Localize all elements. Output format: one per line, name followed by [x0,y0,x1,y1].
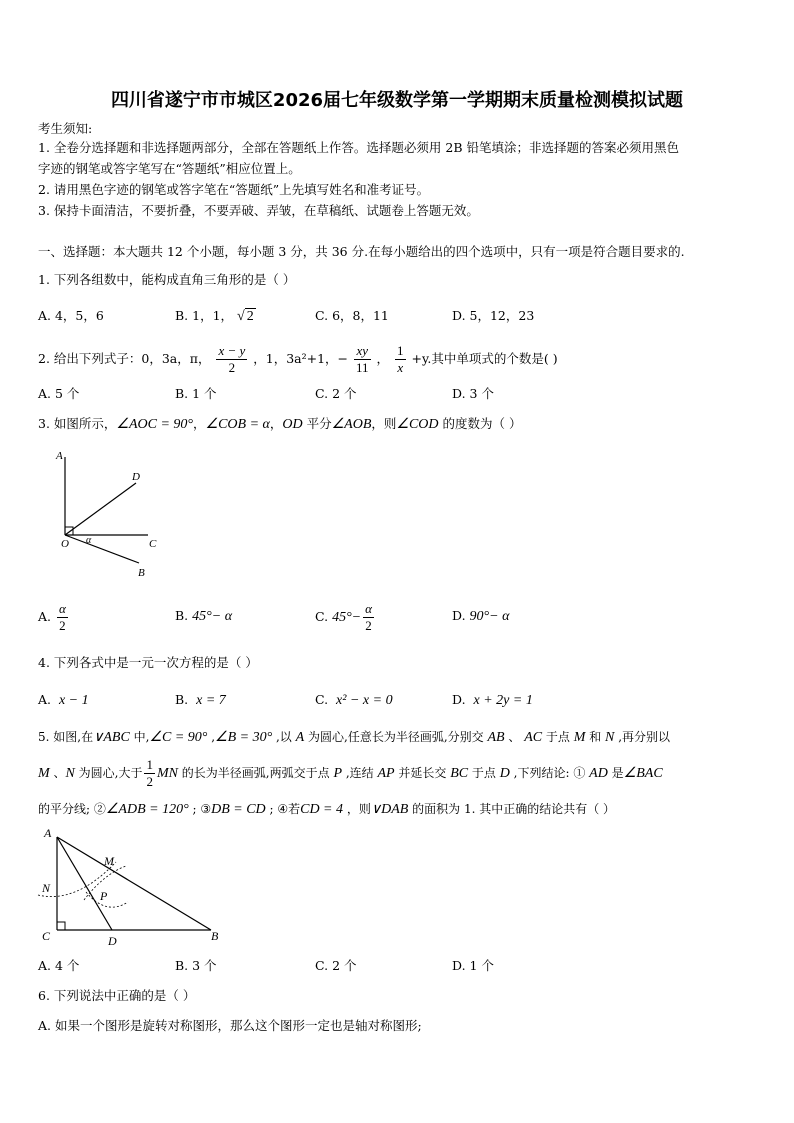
q5-l2-b: 为圆心,大于 [74,766,143,780]
q5-l2-d: ,连结 [342,766,378,780]
q5-l2-m7: D [499,766,510,781]
q2-fraction-2-num: xy [354,343,371,360]
q6-option-a: A. 如果一个图形是旋转对称图形，那么这个图形一定也是轴对称图形; [38,1018,422,1033]
q5-l3-m3: CD = 4 [300,802,344,817]
q2-fraction-3-num: 1 [397,343,404,358]
q3-text-1: 3. 如图所示， [38,416,117,431]
q5-l1-f: 、 [504,730,525,744]
notice-line-1: 1. 全卷分选择题和非选择题两部分，全部在答题纸上作答。选择题必须用 2B 铅笔填涂；非选择题的答案必须用黑色 [38,140,679,155]
q3-option-c [315,598,376,637]
notice-heading: 考生须知: [38,121,93,136]
q3-option-b-label: B. [175,608,189,623]
page-title: 四川省遂宁市市城区2026届七年级数学第一学期期末质量检测模拟试题 [110,90,684,111]
q5-l3-m1: ∠ADB = 120° [105,802,189,817]
q2-fraction-1-den: 2 [228,360,236,375]
q3-option-a-den: 2 [59,618,66,633]
q3-option-c-num: α [365,601,372,616]
q5-l1-m5: AB [487,730,505,745]
q3-option-b-math: 45°− α [192,609,233,624]
q2-option-a: A. 5 个 [38,386,80,401]
label-b: B [211,929,219,943]
q2-stem [38,340,558,378]
section-heading: 一、选择题：本大题共 12 个小题，每小题 3 分，共 36 分.在每小题给出的四个选项中，只有一项是符合题目要求的. [38,244,685,259]
q2-fraction-1-num: x − y [218,343,246,358]
q5-l2-m3: MN [156,766,178,781]
q2-option-b: B. 1 个 [175,386,217,401]
q3-option-a-num: α [59,601,66,616]
q5-l2-m5: AP [377,766,395,781]
q2-fraction-3-den: x [397,360,404,375]
q1-option-c: C. 6，8，11 [315,308,389,323]
q5-l2-e: 并延长交 [394,766,451,780]
q5-option-a: A. 4 个 [38,958,80,973]
q5-l1-m7: M [573,730,586,745]
q5-l2-m6: BC [450,766,469,781]
q5-l2-c: 的长为半径画弧,两弧交于点 [177,766,334,780]
q5-half-fraction [144,757,155,790]
sqrt-radicand: 2 [246,309,254,324]
q2-text-2: ，1，3a²+1，− [253,351,349,366]
q3-angle-figure [48,445,173,585]
q5-l1-b: 中, [129,730,150,744]
q5-l1-e: 为圆心,任意长为半径画弧,分别交 [304,730,488,744]
q5-option-b: B. 3 个 [175,958,217,973]
ray-ob [65,535,139,563]
label-d: D [132,471,140,483]
q3-text-2: ， [193,416,206,431]
q5-option-d: D. 1 个 [452,958,494,973]
q4-option-a [38,692,89,709]
label-d: D [108,934,117,948]
q4-stem: 4. 下列各式中是一元一次方程的是（ ） [38,655,258,670]
q2-fraction-2-den: 11 [356,360,369,375]
bisector-ad [57,837,112,930]
q5-l2-g: ,下列结论: ① [509,766,590,780]
q5-l2-m1: M [38,766,50,781]
q3-option-c-fraction [363,601,374,634]
q5-l2-a: 、 [49,766,66,780]
ray-od [65,483,136,535]
side-ab [57,837,211,930]
label-m: M [104,854,114,868]
q2-fraction-3 [395,343,406,376]
q5-triangle-figure [36,822,231,950]
q5-l2-m9: ∠BAC [623,766,663,781]
q6-stem: 6. 下列说法中正确的是（ ） [38,988,196,1003]
q4-option-d-math: x + 2y = 1 [473,693,533,708]
q5-stem-line-3 [38,801,615,818]
q5-l3-m4: ∨DAB [370,802,409,817]
q2-text-4: +y.其中单项式的个数是( ) [411,351,558,366]
q5-l1-c: , [207,730,216,744]
q5-l3-a: 的平分线; ② [38,802,106,816]
q4-option-c [315,692,393,709]
q2-fraction-1 [216,343,247,376]
q5-stem-line-1 [38,729,670,746]
q3-option-d-label: D. [452,608,466,623]
q2-option-d: D. 3 个 [452,386,494,401]
q5-l3-e: 的面积为 1. 其中正确的结论共有（ ） [408,802,616,816]
q3-text-6: 的度数为（ ） [438,416,522,431]
q5-l1-i: ,再分别以 [614,730,671,744]
q1-stem: 1. 下列各组数中，能构成直角三角形的是（ ） [38,272,296,287]
label-a: A [56,450,63,462]
q5-l3-m2: DB = CD [211,802,266,817]
q4-option-a-label: A. [38,692,52,707]
q5-l1-m8: N [605,730,615,745]
q4-option-c-math: x² − x = 0 [336,693,393,708]
q5-l1-g: 于点 [542,730,574,744]
label-alpha: α [86,535,92,546]
q1-option-a: A. 4，5，6 [38,308,104,323]
q4-option-b-label: B. [175,692,189,707]
q5-half-num: 1 [146,757,153,772]
q3-option-c-label: C. [315,609,329,624]
q4-option-c-label: C. [315,692,329,707]
q3-math-2: ∠COB = α [205,417,270,432]
q5-l1-h: 和 [585,730,606,744]
q3-math-3: OD [282,417,303,432]
q2-fraction-2 [354,343,371,376]
q1-option-b-text: B. 1，1， [175,308,234,323]
q5-l1-m3: ∠B = 30° [215,730,273,745]
q5-l3-c: ; ④若 [265,802,301,816]
q5-l1-m2: ∠C = 90° [149,730,208,745]
q4-option-d-label: D. [452,692,466,707]
q5-l2-m4: P [333,766,342,781]
q3-math-1: ∠AOC = 90° [116,417,194,432]
q3-option-a-fraction [57,601,68,634]
notice-line-4: 3. 保持卡面清洁，不要折叠，不要弄破、弄皱，在草稿纸、试题卷上答题无效。 [38,203,479,218]
sqrt-symbol: √ 2 [237,309,254,324]
label-b: B [138,567,145,579]
q3-option-a [38,598,70,636]
q5-l1-m4: A [295,730,305,745]
q3-option-c-den: 2 [365,618,372,633]
q5-l3-d: ，则 [343,802,371,816]
q5-stem-line-2 [38,754,663,793]
label-c: C [149,538,157,550]
label-c: C [42,929,51,943]
q2-text-3: ， [376,351,390,366]
q5-half-den: 2 [146,774,153,789]
q5-l2-m2: N [65,766,75,781]
q4-option-d [452,692,533,709]
q3-option-c-pre: 45°− [332,610,362,625]
q5-l2-f: 于点 [468,766,500,780]
label-o: O [61,538,69,550]
q5-l1-a: 5. 如图,在 [38,730,94,744]
label-a: A [44,826,52,840]
q3-option-d-math: 90°− α [469,609,510,624]
q3-stem [38,416,521,433]
q5-l1-d: ,以 [272,730,296,744]
q2-text-1: 2. 给出下列式子：0，3a，π， [38,351,211,366]
q3-text-3: ， [269,416,283,431]
q3-option-b [175,608,232,625]
notice-line-3: 2. 请用黑色字迹的钢笔或答字笔在“答题纸”上先填写姓名和准考证号。 [38,182,430,197]
q3-option-d [452,608,509,625]
label-p: P [100,889,108,903]
q2-option-c: C. 2 个 [315,386,357,401]
q4-option-a-math: x − 1 [58,693,89,708]
q5-l2-m8: AD [589,766,608,781]
q4-option-b-math: x = 7 [196,693,226,708]
q1-option-b [175,308,256,325]
q5-l2-h: 是 [607,766,624,780]
q3-text-4: 平分 [302,416,332,431]
q3-text-5: ，则 [371,416,397,431]
q4-option-b [175,692,226,709]
q3-option-a-label: A. [38,609,52,624]
q1-option-d: D. 5，12，23 [452,308,535,323]
right-angle-mark [57,922,65,930]
q5-option-c: C. 2 个 [315,958,357,973]
notice-line-2: 字迹的钢笔或答字笔写在“答题纸”相应位置上。 [38,161,301,176]
q5-l1-m6: AC [524,730,543,745]
q5-l1-m1: ∨ABC [93,730,130,745]
label-n: N [42,881,51,895]
q5-l3-b: ; ③ [188,802,212,816]
q3-math-4: ∠AOB [331,417,372,432]
q3-math-5: ∠COD [396,417,439,432]
